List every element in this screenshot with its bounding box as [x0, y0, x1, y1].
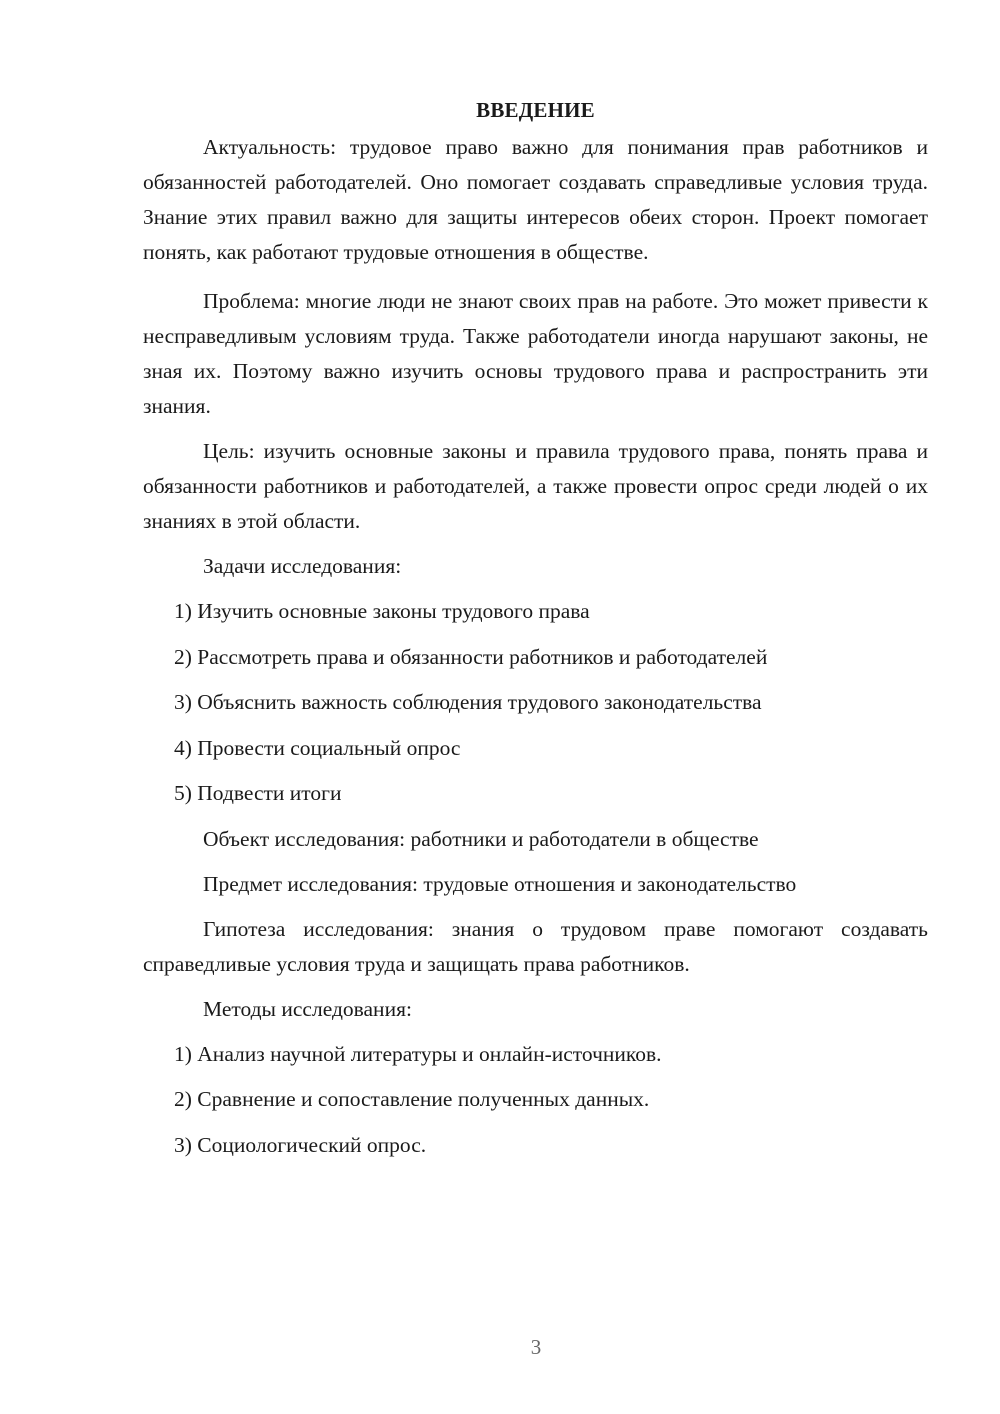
research-subject: Предмет исследования: трудовые отношения и законодательство — [203, 871, 797, 896]
research-object: Объект исследования: работники и работодатели в обществе — [203, 826, 759, 851]
task-item: 4) Провести социальный опрос — [174, 735, 461, 760]
task-item: 3) Объяснить важность соблюдения трудового законодательства — [174, 690, 762, 714]
method-item: 3) Социологический опрос. — [174, 1132, 427, 1157]
methods-list — [143, 1037, 928, 1163]
methods-heading: Методы исследования: — [203, 996, 412, 1021]
hypothesis-paragraph: Гипотеза исследования: знания о трудовом праве помогают создавать справедливые условия труда и защищать права работников. — [143, 916, 928, 976]
task-item: 2) Рассмотреть права и обязанности работников и работодателей — [174, 644, 768, 669]
task-item: 5) Подвести итоги — [174, 781, 342, 805]
task-item: 1) Изучить основные законы трудового права — [174, 599, 590, 623]
goal-paragraph: Цель: изучить основные законы и правила трудового права, понять права и обязанности работников и работодателей, а также провести опрос среди людей о их знаниях в этой области. — [143, 439, 928, 533]
relevance-paragraph: Актуальность: трудовое право важно для понимания прав работников и обязанностей работодателей. Оно помогает создавать справедливые условия труда. Знание этих правил важно для защиты интересов обеих сторон. Проект помогает понять, как работают трудовые отношения в обществе. — [143, 135, 928, 264]
problem-paragraph: Проблема: многие люди не знают своих прав на работе. Это может привести к несправедливым условиям труда. Также работодатели иногда нарушают законы, не зная их. Поэтому важно изучить основы трудового права и распространить эти знания. — [143, 289, 928, 418]
method-item: 1) Анализ научной литературы и онлайн-источников. — [174, 1041, 662, 1066]
tasks-list — [143, 594, 928, 811]
page-number: 3 — [530, 1335, 542, 1359]
section-title: ВВЕДЕНИЕ — [476, 98, 595, 122]
tasks-heading: Задачи исследования: — [203, 554, 402, 578]
page-content — [143, 92, 928, 1173]
method-item: 2) Сравнение и сопоставление полученных данных. — [174, 1087, 650, 1111]
